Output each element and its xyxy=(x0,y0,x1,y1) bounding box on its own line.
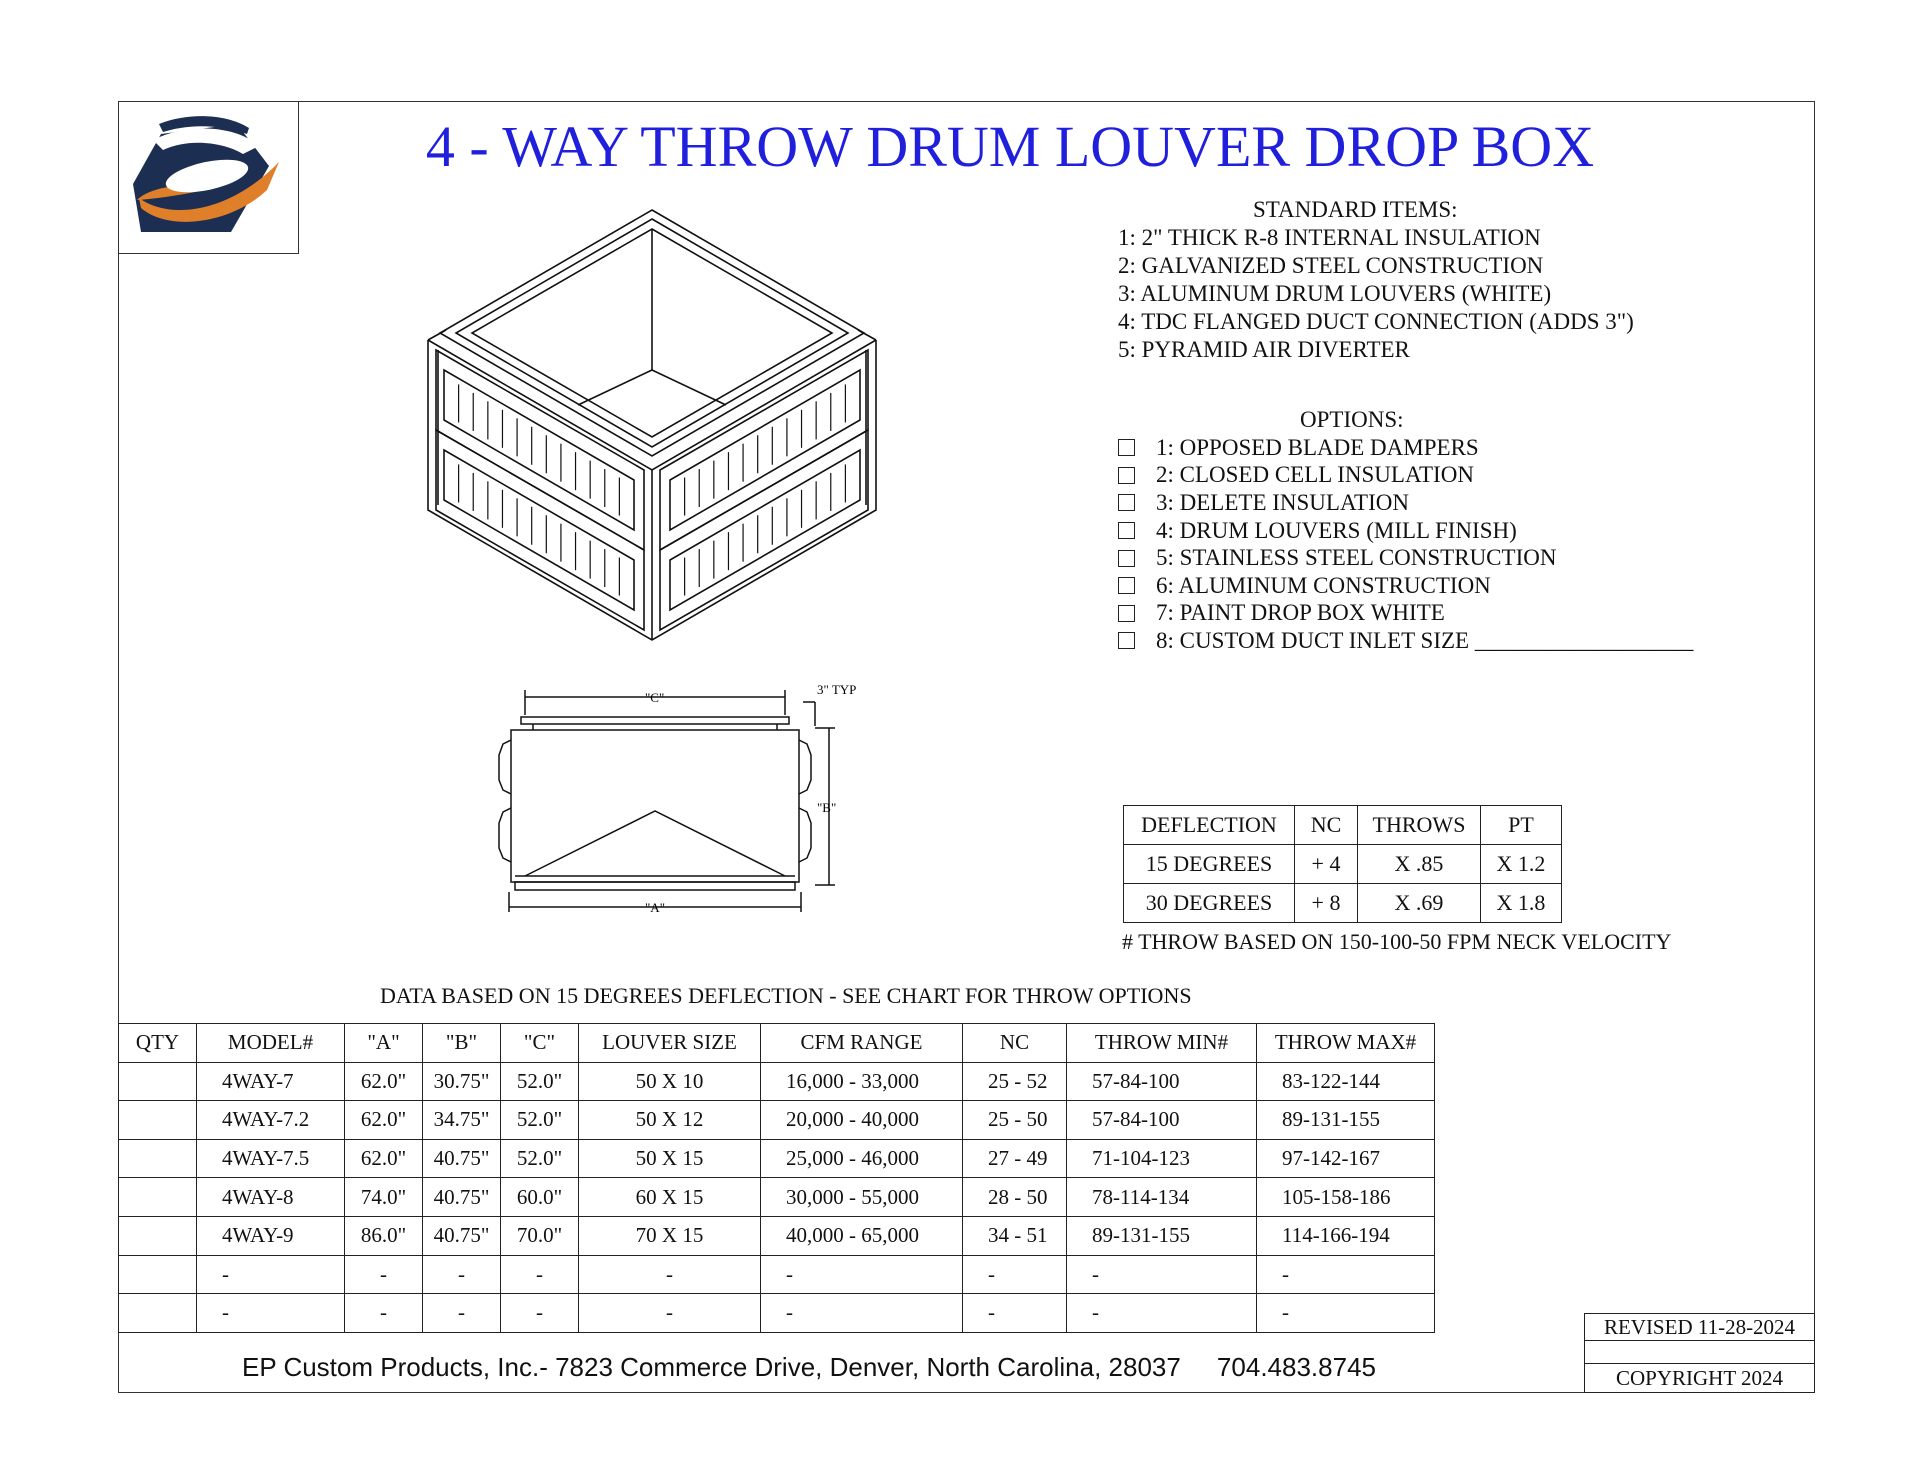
table-header: PT xyxy=(1481,806,1562,845)
table-cell: 52.0" xyxy=(501,1139,579,1178)
table-cell: - xyxy=(1067,1255,1257,1294)
table-cell: 105-158-186 xyxy=(1257,1178,1435,1217)
table-row xyxy=(119,1216,1435,1255)
table-cell: - xyxy=(579,1255,761,1294)
table-cell: - xyxy=(963,1294,1067,1333)
table-header: "B" xyxy=(423,1024,501,1063)
table-cell: 40,000 - 65,000 xyxy=(761,1216,963,1255)
table-cell: X .69 xyxy=(1358,884,1481,923)
table-cell: 40.75" xyxy=(423,1216,501,1255)
table-header: LOUVER SIZE xyxy=(579,1024,761,1063)
dimension-a-label: "A" xyxy=(645,900,666,915)
table-cell: 30 DEGREES xyxy=(1124,884,1295,923)
option-label: 5: STAINLESS STEEL CONSTRUCTION xyxy=(1156,545,1557,571)
dimension-c-label: "C" xyxy=(645,690,665,705)
option-checkbox[interactable] xyxy=(1118,439,1135,456)
table-cell: - xyxy=(761,1255,963,1294)
table-cell xyxy=(119,1139,197,1178)
table-cell: 89-131-155 xyxy=(1257,1101,1435,1140)
table-cell: 62.0" xyxy=(345,1101,423,1140)
standard-item: 1: 2" THICK R-8 INTERNAL INSULATION xyxy=(1118,225,1541,250)
option-row xyxy=(1118,600,1758,628)
table-cell: 57-84-100 xyxy=(1067,1062,1257,1101)
table-header: CFM RANGE xyxy=(761,1024,963,1063)
table-header: THROWS xyxy=(1358,806,1481,845)
table-cell: 28 - 50 xyxy=(963,1178,1067,1217)
table-cell: 25 - 52 xyxy=(963,1062,1067,1101)
standard-item: 3: ALUMINUM DRUM LOUVERS (WHITE) xyxy=(1118,281,1552,306)
table-cell: 52.0" xyxy=(501,1101,579,1140)
page-title: 4 - WAY THROW DRUM LOUVER DROP BOX xyxy=(425,114,1595,179)
table-cell: 4WAY-8 xyxy=(197,1178,345,1217)
table-cell: 20,000 - 40,000 xyxy=(761,1101,963,1140)
table-cell: - xyxy=(1257,1294,1435,1333)
table-cell: - xyxy=(963,1255,1067,1294)
table-cell xyxy=(119,1062,197,1101)
table-row xyxy=(119,1062,1435,1101)
table-cell: 30.75" xyxy=(423,1062,501,1101)
deflection-table xyxy=(1123,805,1562,923)
table-header: "C" xyxy=(501,1024,579,1063)
table-cell xyxy=(119,1178,197,1217)
table-cell: 62.0" xyxy=(345,1062,423,1101)
option-row xyxy=(1118,462,1758,490)
table-cell: 25 - 50 xyxy=(963,1101,1067,1140)
table-row xyxy=(119,1294,1435,1333)
table-cell: - xyxy=(501,1294,579,1333)
table-cell: - xyxy=(345,1255,423,1294)
table-cell: X 1.8 xyxy=(1481,884,1562,923)
option-row xyxy=(1118,544,1758,572)
table-cell: 62.0" xyxy=(345,1139,423,1178)
table-cell: 34.75" xyxy=(423,1101,501,1140)
table-cell: 50 X 15 xyxy=(579,1139,761,1178)
data-caption: DATA BASED ON 15 DEGREES DEFLECTION - SEE CHART FOR THROW OPTIONS xyxy=(380,983,1192,1008)
option-checkbox[interactable] xyxy=(1118,522,1135,539)
table-row xyxy=(119,1139,1435,1178)
option-checkbox[interactable] xyxy=(1118,632,1135,649)
table-cell: 78-114-134 xyxy=(1067,1178,1257,1217)
footer-address: EP Custom Products, Inc.- 7823 Commerce Drive, Denver, North Carolina, 28037 704.483.8745 xyxy=(242,1352,1376,1382)
option-row xyxy=(1118,434,1758,462)
table-cell: - xyxy=(423,1294,501,1333)
table-header: THROW MAX# xyxy=(1257,1024,1435,1063)
dimension-typ-label: 3" TYP xyxy=(817,682,857,697)
table-cell: 52.0" xyxy=(501,1062,579,1101)
table-cell: 50 X 12 xyxy=(579,1101,761,1140)
table-cell: 40.75" xyxy=(423,1139,501,1178)
table-cell: 60 X 15 xyxy=(579,1178,761,1217)
table-cell: - xyxy=(197,1294,345,1333)
logo-box xyxy=(118,101,299,254)
table-row xyxy=(119,1178,1435,1217)
table-cell: 71-104-123 xyxy=(1067,1139,1257,1178)
option-label: 3: DELETE INSULATION xyxy=(1156,489,1409,515)
option-checkbox[interactable] xyxy=(1118,577,1135,594)
option-checkbox[interactable] xyxy=(1118,494,1135,511)
standard-items-list xyxy=(1118,196,1718,364)
isometric-drop-box-drawing xyxy=(420,205,895,645)
standard-item: 5: PYRAMID AIR DIVERTER xyxy=(1118,337,1410,362)
option-checkbox[interactable] xyxy=(1118,550,1135,567)
table-header-row xyxy=(119,1024,1435,1063)
table-cell: - xyxy=(423,1255,501,1294)
option-row xyxy=(1118,517,1758,545)
option-label: 1: OPPOSED BLADE DAMPERS xyxy=(1156,434,1479,460)
option-label: 6: ALUMINUM CONSTRUCTION xyxy=(1156,572,1491,598)
table-cell xyxy=(119,1255,197,1294)
table-cell: 60.0" xyxy=(501,1178,579,1217)
option-label: 8: CUSTOM DUCT INLET SIZE ___________________ xyxy=(1156,627,1694,653)
table-cell: 86.0" xyxy=(345,1216,423,1255)
table-cell: 74.0" xyxy=(345,1178,423,1217)
table-cell: 34 - 51 xyxy=(963,1216,1067,1255)
dimension-b-label: "B" xyxy=(817,800,837,815)
table-cell: - xyxy=(579,1294,761,1333)
table-cell: 89-131-155 xyxy=(1067,1216,1257,1255)
table-header-row xyxy=(1124,806,1562,845)
option-checkbox[interactable] xyxy=(1118,467,1135,484)
revised-date: REVISED 11-28-2024 xyxy=(1585,1314,1815,1341)
table-cell: 50 X 10 xyxy=(579,1062,761,1101)
table-header: MODEL# xyxy=(197,1024,345,1063)
company-logo-icon xyxy=(119,102,297,252)
option-label: 4: DRUM LOUVERS (MILL FINISH) xyxy=(1156,517,1517,543)
table-cell: 27 - 49 xyxy=(963,1139,1067,1178)
table-cell: - xyxy=(1067,1294,1257,1333)
option-label: 2: CLOSED CELL INSULATION xyxy=(1156,462,1474,488)
table-cell: - xyxy=(345,1294,423,1333)
table-cell xyxy=(119,1216,197,1255)
table-row xyxy=(119,1255,1435,1294)
table-cell: 97-142-167 xyxy=(1257,1139,1435,1178)
table-cell: 70.0" xyxy=(501,1216,579,1255)
table-cell: 4WAY-9 xyxy=(197,1216,345,1255)
table-cell: + 8 xyxy=(1295,884,1358,923)
table-cell: - xyxy=(197,1255,345,1294)
table-cell: 4WAY-7.2 xyxy=(197,1101,345,1140)
table-cell: 70 X 15 xyxy=(579,1216,761,1255)
table-row xyxy=(1124,845,1562,884)
copyright: COPYRIGHT 2024 xyxy=(1585,1364,1815,1393)
table-header: "A" xyxy=(345,1024,423,1063)
table-cell: 30,000 - 55,000 xyxy=(761,1178,963,1217)
options-heading: OPTIONS: xyxy=(1300,407,1404,432)
standard-items-heading: STANDARD ITEMS: xyxy=(1253,197,1458,222)
table-cell: 25,000 - 46,000 xyxy=(761,1139,963,1178)
option-row xyxy=(1118,572,1758,600)
table-cell: 15 DEGREES xyxy=(1124,845,1295,884)
standard-item: 2: GALVANIZED STEEL CONSTRUCTION xyxy=(1118,253,1544,278)
table-cell: 57-84-100 xyxy=(1067,1101,1257,1140)
table-cell: 83-122-144 xyxy=(1257,1062,1435,1101)
table-cell xyxy=(119,1101,197,1140)
table-cell: X 1.2 xyxy=(1481,845,1562,884)
options-list xyxy=(1118,406,1758,655)
option-row xyxy=(1118,489,1758,517)
throw-note: # THROW BASED ON 150-100-50 FPM NECK VELOCITY xyxy=(1122,929,1672,954)
table-cell: + 4 xyxy=(1295,845,1358,884)
table-header: NC xyxy=(1295,806,1358,845)
option-label: 7: PAINT DROP BOX WHITE xyxy=(1156,600,1445,626)
table-header: DEFLECTION xyxy=(1124,806,1295,845)
revision-blank xyxy=(1585,1341,1815,1364)
table-header: QTY xyxy=(119,1024,197,1063)
table-header: THROW MIN# xyxy=(1067,1024,1257,1063)
revision-block xyxy=(1584,1313,1815,1393)
table-row xyxy=(119,1101,1435,1140)
table-row xyxy=(1124,884,1562,923)
table-cell: X .85 xyxy=(1358,845,1481,884)
table-cell xyxy=(119,1294,197,1333)
table-cell: 40.75" xyxy=(423,1178,501,1217)
table-cell: 16,000 - 33,000 xyxy=(761,1062,963,1101)
standard-item: 4: TDC FLANGED DUCT CONNECTION (ADDS 3") xyxy=(1118,309,1634,334)
table-cell: 4WAY-7 xyxy=(197,1062,345,1101)
table-cell: 114-166-194 xyxy=(1257,1216,1435,1255)
table-cell: - xyxy=(761,1294,963,1333)
table-cell: - xyxy=(1257,1255,1435,1294)
table-cell: 4WAY-7.5 xyxy=(197,1139,345,1178)
option-checkbox[interactable] xyxy=(1118,605,1135,622)
table-cell: - xyxy=(501,1255,579,1294)
option-row xyxy=(1118,627,1758,655)
models-table xyxy=(118,1023,1435,1333)
table-header: NC xyxy=(963,1024,1067,1063)
elevation-drawing xyxy=(495,680,875,920)
